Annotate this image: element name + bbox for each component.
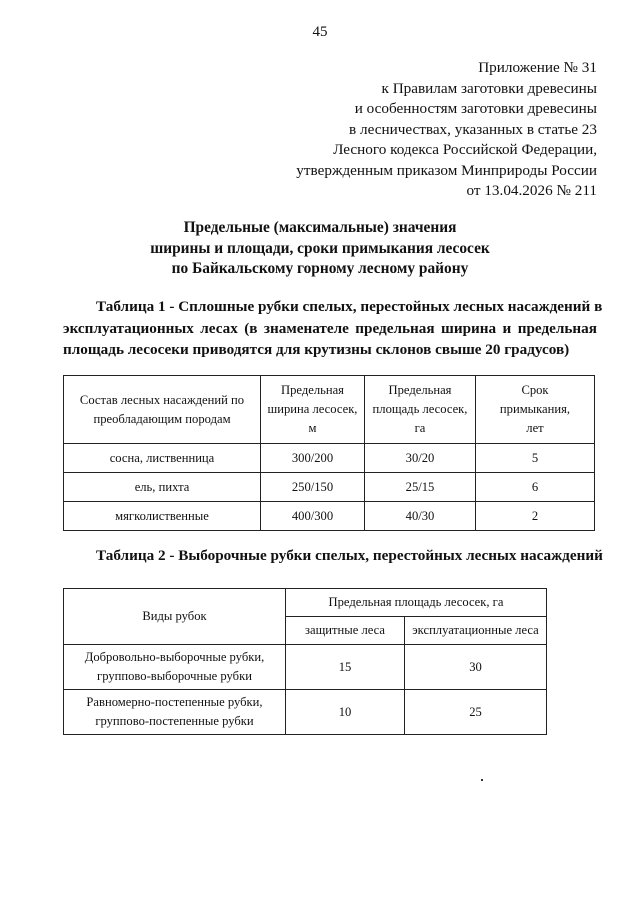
header-cell: эксплуатационные леса (405, 617, 547, 645)
caption-line: площадь лесосеки приводятся для крутизны склонов свыше 20 градусов) (63, 341, 570, 358)
appendix-line: Приложение № 31 (478, 59, 597, 76)
header-cell (476, 376, 595, 444)
header-text: лет (526, 421, 544, 435)
table-row (64, 690, 547, 735)
header-text: м (308, 421, 317, 435)
table-cell: 300/200 (261, 444, 365, 473)
table2-caption: Таблица 2 - Выборочные рубки спелых, перестойных лесных насаждений (96, 547, 603, 564)
header-cell: Виды рубок (64, 589, 286, 645)
caption-line: Таблица 1 - Сплошные рубки спелых, перестойных лесных насаждений в (96, 298, 603, 315)
header-text: Срок (521, 383, 549, 397)
cell-text: группово-выборочные рубки (97, 669, 252, 683)
table-cell: 400/300 (261, 502, 365, 531)
table-cell: 2 (476, 502, 595, 531)
appendix-line: утвержденным приказом Минприроды России (296, 161, 597, 179)
table-row (64, 444, 595, 473)
header-cell: защитные леса (286, 617, 405, 645)
caption-line: эксплуатационных лесах (в знаменателе предельная ширина и предельная (63, 319, 597, 337)
header-cell (64, 376, 261, 444)
table-row (64, 502, 595, 531)
table-cell: ель, пихта (64, 473, 261, 502)
header-text: Предельная (388, 383, 452, 397)
header-text: Состав лесных насаждений по (79, 392, 245, 407)
table-cell: 6 (476, 473, 595, 502)
table-cell: 25/15 (365, 473, 476, 502)
table-cell: мягколиственные (64, 502, 261, 531)
header-cell: Предельная площадь лесосек, га (286, 589, 547, 617)
cell-text: Добровольно-выборочные рубки, (84, 650, 265, 664)
table2 (63, 588, 547, 735)
header-cell (261, 376, 365, 444)
appendix-line: и особенностям заготовки древесины (354, 100, 597, 117)
appendix-reference (296, 58, 597, 202)
title-line: по Байкальскому горному лесному району (171, 260, 469, 277)
table-cell: 5 (476, 444, 595, 473)
title-line: Предельные (максимальные) значения (183, 219, 457, 236)
table2-header-row (64, 589, 547, 617)
header-text: га (414, 421, 426, 435)
header-cell (365, 376, 476, 444)
table-cell: 30 (405, 645, 547, 690)
table-cell: сосна, лиственница (64, 444, 261, 473)
table-cell: 30/20 (365, 444, 476, 473)
table-cell: 250/150 (261, 473, 365, 502)
header-text: преобладающим породам (93, 411, 231, 426)
table-cell: 10 (286, 690, 405, 735)
title-line: ширины и площади, сроки примыкания лесосек (150, 239, 490, 257)
header-text: Предельная (281, 383, 344, 397)
table-cell (64, 690, 286, 735)
appendix-line: в лесничествах, указанных в статье 23 (349, 120, 597, 138)
appendix-line: от 13.04.2026 № 211 (466, 182, 597, 199)
page-number: 45 (312, 24, 328, 40)
table1-caption (63, 296, 603, 361)
header-text: ширина лесосек, (267, 402, 358, 416)
table-cell (64, 645, 286, 690)
table-cell: 25 (405, 690, 547, 735)
appendix-line: к Правилам заготовки древесины (381, 79, 597, 97)
table-row (64, 645, 547, 690)
cell-text: группово-постепенные рубки (95, 714, 254, 728)
table1-header-row (64, 376, 595, 444)
scan-speck (481, 779, 483, 781)
table-cell: 15 (286, 645, 405, 690)
cell-text: Равномерно-постепенные рубки, (86, 695, 263, 709)
document-title (0, 218, 640, 280)
header-text: примыкания, (499, 402, 571, 416)
table1 (63, 375, 595, 531)
appendix-line: Лесного кодекса Российской Федерации, (333, 141, 597, 158)
header-text: площадь лесосек, (372, 402, 468, 416)
table-row (64, 473, 595, 502)
table-cell: 40/30 (365, 502, 476, 531)
